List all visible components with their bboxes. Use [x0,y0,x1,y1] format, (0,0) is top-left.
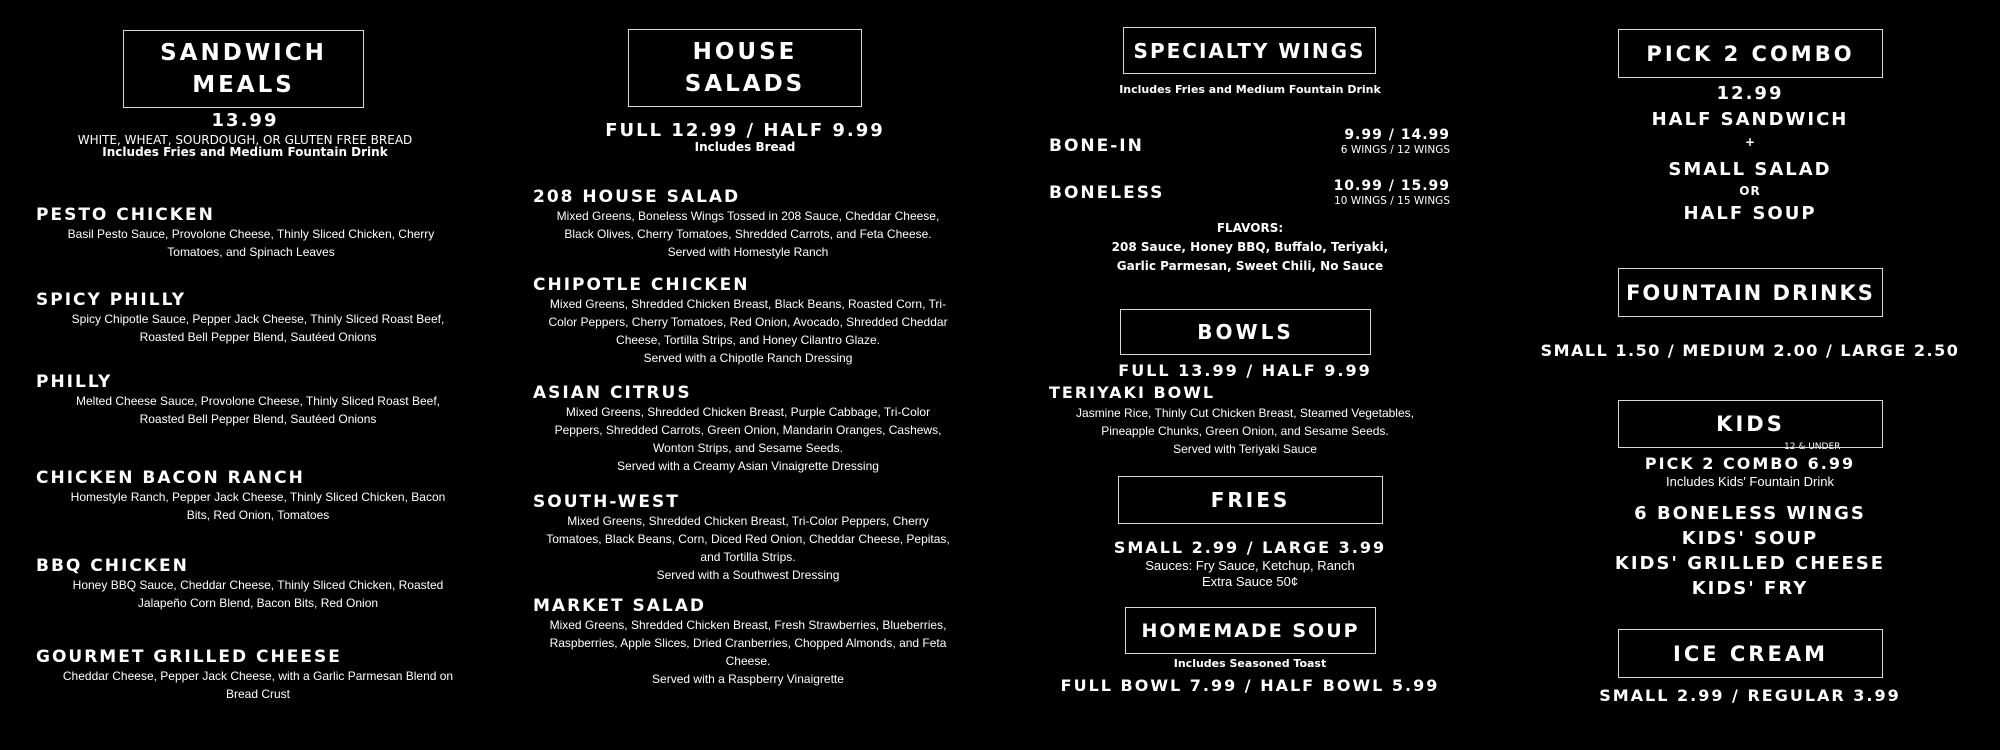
salad-item-name: SOUTH-WEST [533,492,680,512]
sandwich-column [0,0,490,750]
wings-column [1030,0,1500,750]
salad-item-dressing: Served with a Chipotle Ranch Dressing [643,351,853,365]
sandwich-includes: Includes Fries and Medium Fountain Drink [102,145,388,159]
sandwich-item-desc: Honey BBQ Sauce, Cheddar Cheese, Thinly Sliced Chicken, Roasted Jalapeño Corn Blend, Bacon Bits, Red Onion [72,578,444,610]
salads-includes: Includes Bread [694,140,796,154]
sandwich-item-name: CHICKEN BACON RANCH [36,468,305,488]
sandwich-item-name: GOURMET GRILLED CHEESE [36,647,342,667]
bowls-heading-box [1120,309,1371,355]
sandwich-item [36,290,456,346]
salad-item-desc: Mixed Greens, Shredded Chicken Breast, Tri-Color Peppers, Cherry Tomatoes, Black Beans, Corn, Diced Red Onion, Cheddar Cheese, Pepitas, and Tortilla Strips. [546,514,950,564]
wings-heading: SPECIALTY WINGS [1133,38,1366,63]
sandwich-price: 13.99 [211,110,279,131]
sandwich-item [36,468,456,524]
combo-heading-box [1618,29,1883,78]
salad-item-dressing: Served with a Creamy Asian Vinaigrette Dressing [617,459,879,473]
salad-item [533,383,963,475]
sandwich-item-desc: Homestyle Ranch, Pepper Jack Cheese, Thinly Sliced Chicken, Bacon Bits, Red Onion, Tomatoes [70,490,446,522]
salad-item-dressing: Served with a Raspberry Vinaigrette [652,672,844,686]
salad-item-name: CHIPOTLE CHICKEN [533,275,750,295]
sandwich-heading-box [123,30,364,108]
teriyaki-bowl-desc: Jasmine Rice, Thinly Cut Chicken Breast, Steamed Vegetables, Pineapple Chunks, Green Onion, and Sesame Seeds. [1076,406,1414,438]
fries-price: SMALL 2.99 / LARGE 3.99 [1113,538,1387,557]
salad-item-name: ASIAN CITRUS [533,383,692,403]
drinks-heading: FOUNTAIN DRINKS [1626,280,1875,305]
combo-line-1: HALF SANDWICH [1651,109,1849,130]
sandwich-item-name: SPICY PHILLY [36,290,187,310]
icecream-price: SMALL 2.99 / REGULAR 3.99 [1599,686,1901,705]
salad-item-dressing: Served with Homestyle Ranch [667,245,829,259]
drinks-heading-box [1618,268,1883,317]
kids-item: KIDS' GRILLED CHEESE [1614,553,1886,574]
bowls-heading: BOWLS [1197,320,1294,344]
combo-heading: PICK 2 COMBO [1646,41,1855,66]
bone-in-count: 6 WINGS / 12 WINGS [1340,144,1450,156]
sandwich-item-desc: Basil Pesto Sauce, Provolone Cheese, Thinly Sliced Chicken, Cherry Tomatoes, and Spinach Leaves [67,227,435,259]
sandwich-item [36,205,456,261]
salad-item-dressing: Served with a Southwest Dressing [656,568,840,582]
sandwich-item-desc: Cheddar Cheese, Pepper Jack Cheese, with a Garlic Parmesan Blend on Bread Crust [62,669,454,701]
sandwich-item-desc: Melted Cheese Sauce, Provolone Cheese, Thinly Sliced Roast Beef, Roasted Bell Pepper Blend, Sautéed Onions [76,394,440,426]
teriyaki-bowl-name: TERIYAKI BOWL [1049,383,1216,402]
combo-line-3: HALF SOUP [1683,203,1817,224]
sandwich-item [36,647,456,703]
boneless-price-group [1230,178,1450,208]
sandwich-item-name: PESTO CHICKEN [36,205,215,225]
combo-column [1530,0,2000,750]
combo-line-2: SMALL SALAD [1668,159,1832,180]
fries-sauces: Sauces: Fry Sauce, Ketchup, Ranch [1145,558,1355,573]
kids-heading: KIDS [1716,412,1785,436]
salad-item-desc: Mixed Greens, Shredded Chicken Breast, Fresh Strawberries, Blueberries, Raspberries, Apple Slices, Dried Cranberries, Chopped Almonds, and Feta Cheese. [549,618,947,668]
soup-price: FULL BOWL 7.99 / HALF BOWL 5.99 [1060,676,1440,695]
salad-item-desc: Mixed Greens, Boneless Wings Tossed in 208 Sauce, Cheddar Cheese, Black Olives, Cherry Tomatoes, Shredded Carrots, and Feta Cheese. [556,209,940,241]
boneless-count: 10 WINGS / 15 WINGS [1334,195,1450,207]
bowls-price: FULL 13.99 / HALF 9.99 [1118,361,1372,380]
flavors-line-1: 208 Sauce, Honey BBQ, Buffalo, Teriyaki, [1111,240,1389,254]
sandwich-item [36,372,456,428]
bone-in-label: BONE-IN [1049,136,1144,156]
salad-item [533,492,963,584]
flavors-line-2: Garlic Parmesan, Sweet Chili, No Sauce [1116,259,1384,273]
teriyaki-bowl-sauce: Served with Teriyaki Sauce [1173,442,1317,456]
kids-item: 6 BONELESS WINGS [1634,503,1866,524]
wings-heading-box [1123,27,1376,74]
wings-includes: Includes Fries and Medium Fountain Drink [1119,83,1381,96]
kids-item: KIDS' FRY [1691,578,1809,599]
salad-item [533,275,963,367]
kids-age-note: 12 & UNDER [1784,442,1841,452]
flavors-label: FLAVORS: [1216,221,1284,235]
sandwich-item-desc: Spicy Chipotle Sauce, Pepper Jack Cheese, Thinly Sliced Roast Beef, Roasted Bell Pepper Blend, Sautéed Onions [71,312,445,344]
combo-price: 12.99 [1716,83,1784,104]
soup-heading-box [1125,607,1376,654]
salads-heading: HOUSE SALADS [684,39,806,97]
icecream-heading: ICE CREAM [1673,641,1828,666]
bone-in-price: 9.99 / 14.99 [1344,127,1450,143]
boneless-price: 10.99 / 15.99 [1333,178,1450,194]
combo-plus: + [1744,135,1756,149]
boneless-label: BONELESS [1049,183,1165,203]
salads-heading-box [628,29,862,107]
kids-includes: Includes Kids' Fountain Drink [1666,474,1834,489]
kids-combo-price: PICK 2 COMBO 6.99 [1644,454,1856,473]
sandwich-item [36,556,456,612]
fries-heading: FRIES [1210,488,1291,512]
fries-heading-box [1118,476,1383,524]
salad-item-name: 208 HOUSE SALAD [533,187,741,207]
salad-item [533,187,963,261]
kids-heading-box [1618,400,1883,452]
sandwich-item-name: BBQ CHICKEN [36,556,189,576]
soup-heading: HOMEMADE SOUP [1141,619,1360,642]
salad-item-desc: Mixed Greens, Shredded Chicken Breast, Black Beans, Roasted Corn, Tri-Color Peppers, Cherry Tomatoes, Red Onion, Avocado, Shredded Cheddar Cheese, Tortilla Strips, and Honey Cilantro Glaze. [548,297,948,347]
drinks-price: SMALL 1.50 / MEDIUM 2.00 / LARGE 2.50 [1540,341,1960,360]
combo-or: OR [1739,184,1761,198]
soup-includes: Includes Seasoned Toast [1173,657,1327,670]
salads-price: FULL 12.99 / HALF 9.99 [605,120,885,141]
salad-item-desc: Mixed Greens, Shredded Chicken Breast, Purple Cabbage, Tri-Color Peppers, Shredded Carrots, Green Onion, Mandarin Oranges, Cashews, Wonton Strips, and Sesame Seeds. [554,405,942,455]
salad-item-name: MARKET SALAD [533,596,706,616]
sandwich-item-name: PHILLY [36,372,113,392]
bone-in-price-group [1230,127,1450,157]
fries-extra-sauce: Extra Sauce 50¢ [1201,574,1299,589]
sandwich-heading: SANDWICH MEALS [160,40,327,98]
kids-item: KIDS' SOUP [1681,528,1819,549]
sandwich-breads: WHITE, WHEAT, SOURDOUGH, OR GLUTEN FREE BREAD [77,133,413,147]
icecream-heading-box [1618,629,1883,678]
salad-item [533,596,963,688]
salads-column [520,0,1000,750]
